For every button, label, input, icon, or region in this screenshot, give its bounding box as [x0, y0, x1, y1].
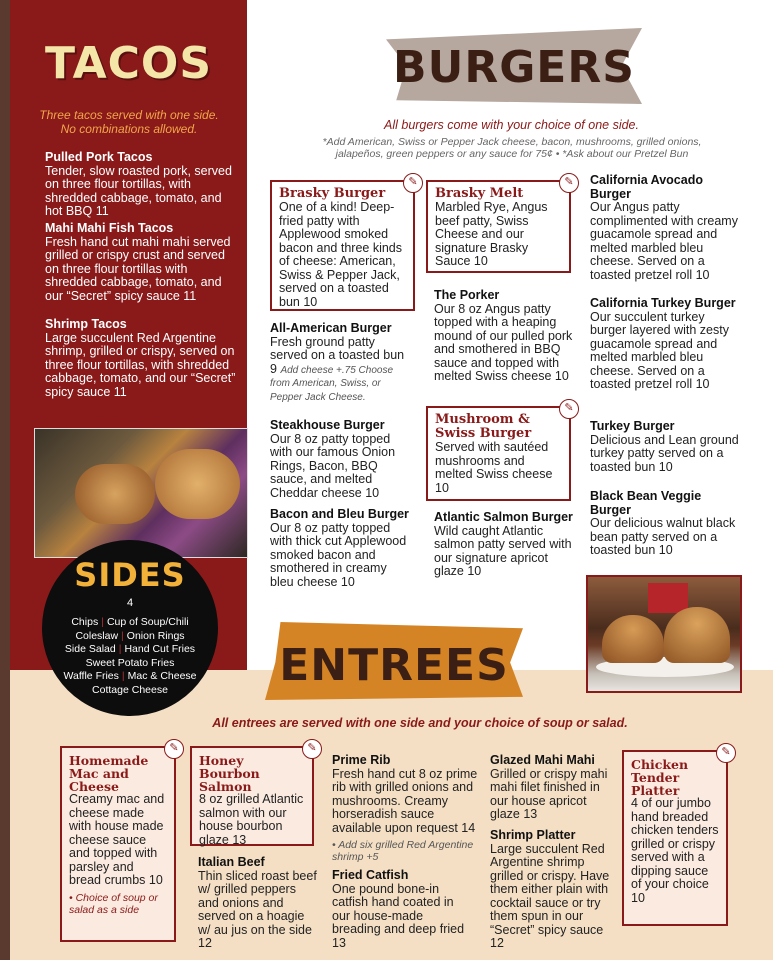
menu-item-name: Mahi Mahi Fish Tacos — [45, 221, 174, 235]
menu-item-desc: Marbled Rye, Angus beef patty, Swiss Cheese and our signature Brasky Sauce 10 — [435, 200, 548, 268]
menu-item-desc: Fresh hand cut 8 oz prime rib with grilled onions and mushrooms. Creamy horseradish sauce available upon request 14 — [332, 766, 478, 835]
tacos-note-line1: Three tacos served with one side. — [39, 108, 219, 122]
menu-item-desc: Wild caught Atlantic salmon patty served with our signature apricot glaze 10 — [434, 523, 572, 578]
menu-item-mahi-mahi-fish-tacos — [45, 222, 237, 303]
menu-item-desc: Served with sautéed mushrooms and melted Swiss cheese 10 — [435, 440, 553, 495]
menu-item-black-bean-veggie-burger — [590, 490, 740, 558]
menu-item-shrimp-tacos — [45, 318, 237, 399]
signature-badge-icon: ✎ — [302, 739, 322, 759]
menu-item-name: Homemade Mac and Cheese — [69, 753, 149, 794]
menu-item-name: All-American Burger — [270, 321, 392, 335]
menu-item-desc: Our succulent turkey burger layered with zesty guacamole spread and melted marbled bleu cheese. Served on a toasted pretzel roll 10 — [590, 309, 729, 391]
signature-badge-icon: ✎ — [716, 743, 736, 763]
menu-item-name: Fried Catfish — [332, 868, 409, 882]
menu-item-brasky-burger — [270, 176, 418, 311]
burgers-photo — [586, 575, 742, 693]
menu-item-name: Prime Rib — [332, 753, 391, 767]
menu-item-bacon-bleu-burger — [270, 508, 410, 589]
tacos-note-line2: No combinations allowed. — [60, 122, 198, 136]
menu-item-note: • Choice of soup or salad as a side — [69, 891, 158, 916]
menu-item-desc: Fresh hand cut mahi mahi served grilled or crispy crust and served on three flour tortillas with shredded cabbage, tomato, and our “Secret” spicy sauce 11 — [45, 234, 231, 303]
menu-item-desc: One of a kind! Deep-fried patty with Applewood smoked bacon and three kinds of cheese: American, Swiss & Pepper Jack, served on a toasted bun 10 — [279, 200, 403, 309]
sides-row: Cottage Cheese — [92, 683, 168, 696]
menu-item-desc: Our delicious walnut black bean patty served on a toasted bun 10 — [590, 516, 736, 557]
menu-item-name: Steakhouse Burger — [270, 418, 385, 432]
menu-item-name: Bacon and Bleu Burger — [270, 507, 409, 521]
tacos-note — [18, 108, 240, 136]
entrees-heading: ENTREES — [279, 640, 509, 691]
menu-item-name: Italian Beef — [198, 855, 265, 869]
burgers-heading: BURGERS — [393, 42, 635, 93]
menu-item-name: Shrimp Tacos — [45, 317, 127, 331]
signature-badge-icon: ✎ — [559, 173, 579, 193]
menu-item-pulled-pork-tacos — [45, 151, 237, 219]
menu-item-name: Mushroom & Swiss Burger — [435, 412, 532, 441]
menu-item-desc: 4 of our jumbo hand breaded chicken tenders grilled or crispy served with a dipping sauce of your choice 10 — [631, 796, 719, 905]
menu-item-shrimp-platter — [490, 829, 612, 951]
menu-item-desc: Our Angus patty complimented with creamy guacamole spread and melted marbled bleu cheese. Served on a toasted pretzel roll 10 — [590, 200, 738, 282]
menu-item-italian-beef — [198, 856, 320, 951]
menu-item-desc: Thin sliced roast beef w/ grilled peppers and onions and served on a hoagie w/ au jus on the side 12 — [198, 868, 317, 950]
menu-item-name: Honey Bourbon Salmon — [199, 753, 260, 794]
menu-item-fried-catfish — [332, 869, 472, 950]
sides-row: Sweet Potato Fries — [85, 656, 175, 669]
menu-item-name: Atlantic Salmon Burger — [434, 510, 573, 524]
burgers-fine-line1: *Add American, Swiss or Pepper Jack cheese, bacon, mushrooms, grilled onions, — [322, 136, 702, 148]
menu-item-name: Chicken Tender Platter — [631, 757, 689, 798]
menu-item-name: Glazed Mahi Mahi — [490, 753, 595, 767]
menu-item-desc: Our 8 oz patty topped with our famous Onion Rings, Bacon, BBQ sauce, and melted Cheddar cheese 10 — [270, 431, 396, 500]
sides-row: Waffle Fries | Mac & Cheese — [63, 670, 197, 682]
menu-item-desc: Fresh ground patty served on a toasted bun 9 — [270, 334, 405, 376]
sides-list — [52, 616, 208, 697]
menu-item-name: Black Bean Veggie Burger — [590, 489, 702, 517]
entrees-note: All entrees are served with one side and your choice of soup or salad. — [212, 716, 628, 730]
signature-badge-icon: ✎ — [559, 399, 579, 419]
menu-item-desc: One pound bone-in catfish hand coated in our house-made breading and deep fried 13 — [332, 881, 465, 950]
tacos-photo — [34, 428, 248, 558]
burgers-fine-line2: jalapeños, green peppers or any sauce for 75¢ • *Ask about our Pretzel Bun — [335, 148, 689, 160]
menu-item-desc: Large succulent Red Argentine shrimp grilled or crispy. Have them either plain with cocktail sauce or try them spun in our “Secret” spicy sauce 12 — [490, 841, 610, 950]
signature-badge-icon: ✎ — [164, 739, 184, 759]
menu-item-desc: Grilled or crispy mahi mahi filet finished in our house apricot glaze 13 — [490, 766, 608, 821]
menu-item-name: Pulled Pork Tacos — [45, 150, 153, 164]
menu-item-glazed-mahi-mahi — [490, 754, 612, 822]
menu-item-name: California Avocado Burger — [590, 173, 703, 201]
menu-item-california-turkey-burger — [590, 297, 740, 392]
sides-heading: SIDES — [74, 556, 186, 594]
left-bottom-strip — [0, 670, 10, 960]
menu-item-steakhouse-burger — [270, 419, 410, 500]
menu-item-the-porker — [434, 289, 574, 384]
menu-item-prime-rib — [332, 754, 480, 863]
menu-item-name: California Turkey Burger — [590, 296, 736, 310]
menu-item-honey-bourbon-salmon — [190, 742, 317, 847]
menu-item-name: Turkey Burger — [590, 419, 675, 433]
menu-item-chicken-tender-platter — [622, 746, 731, 926]
menu-item-atlantic-salmon-burger — [434, 511, 574, 579]
menu-item-turkey-burger — [590, 420, 740, 474]
sides-price: 4 — [126, 597, 134, 609]
tacos-heading: TACOS — [44, 38, 213, 89]
menu-item-desc: Tender, slow roasted pork, served on three flour tortillas, with shredded cabbage, tomato, and hot BBQ 11 — [45, 163, 232, 218]
menu-item-note: Add cheese +.75 Choose from American, Swiss, or Pepper Jack Cheese. — [270, 364, 394, 403]
burgers-note: All burgers come with your choice of one side. — [384, 118, 639, 132]
burgers-fine-print — [262, 136, 762, 160]
menu-item-name: The Porker — [434, 288, 500, 302]
menu-item-desc: Our 8 oz Angus patty topped with a heaping mound of our pulled pork and smothered in BBQ sauce and topped with melted Swiss cheese 10 — [434, 301, 573, 383]
menu-item-california-avocado-burger — [590, 174, 740, 282]
menu-item-desc: Creamy mac and cheese made with house made cheese sauce and topped with parsley and bread crumbs 10 — [69, 792, 165, 887]
menu-item-mushroom-swiss-burger — [426, 402, 574, 501]
menu-item-name: Brasky Burger — [279, 186, 386, 201]
menu-item-note: • Add six grilled Red Argentine shrimp +5 — [332, 839, 474, 863]
menu-item-homemade-mac-and-cheese — [60, 742, 179, 942]
signature-badge-icon: ✎ — [403, 173, 423, 193]
sides-row: Chips | Cup of Soup/Chili — [71, 616, 189, 628]
menu-item-desc: Delicious and Lean ground turkey patty served on a toasted bun 10 — [590, 432, 739, 474]
menu-item-name: Brasky Melt — [435, 186, 524, 201]
menu-item-desc: Our 8 oz patty topped with thick cut Applewood smoked bacon and smothered in creamy bleu cheese 10 — [270, 520, 407, 589]
menu-item-desc: 8 oz grilled Atlantic salmon with our house bourbon glaze 13 — [199, 792, 304, 847]
sides-row: Coleslaw | Onion Rings — [75, 629, 185, 642]
menu-item-name: Shrimp Platter — [490, 828, 576, 842]
menu-item-brasky-melt — [426, 176, 574, 273]
sides-row: Side Salad | Hand Cut Fries — [64, 643, 196, 655]
menu-item-desc: Large succulent Red Argentine shrimp, grilled or crispy, served on three flour tortillas, with shredded cabbage, tomato, and our “Secret” spicy sauce 11 — [45, 330, 236, 399]
menu-item-all-american-burger — [270, 322, 410, 403]
